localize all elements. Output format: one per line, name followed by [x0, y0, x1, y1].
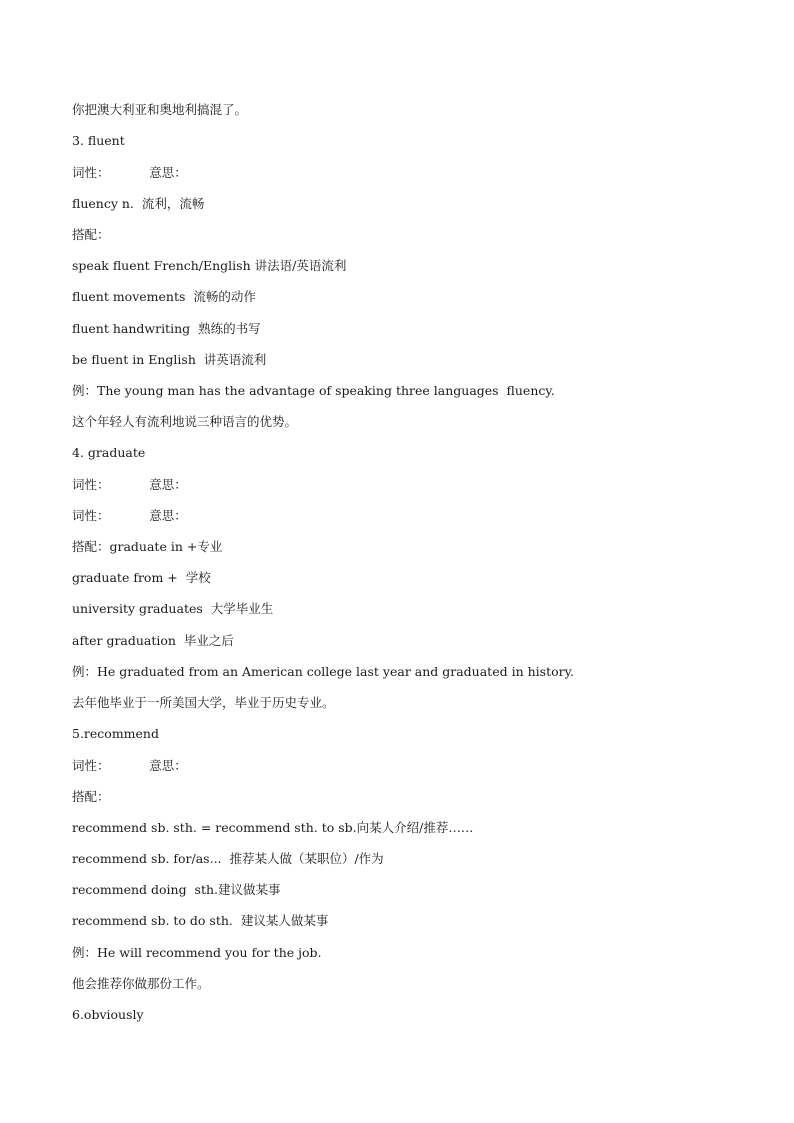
text-line: 搭配：	[72, 789, 110, 804]
text-line: fluency n. 流利，流畅	[72, 196, 205, 211]
example-line: 例：He graduated from an American college last year and graduated in history.	[72, 664, 574, 679]
text-line: 他会推荐你做那份工作。	[72, 976, 210, 991]
section-heading: 5.recommend	[72, 726, 159, 741]
text-line: recommend doing sth.建议做某事	[72, 882, 281, 897]
example-line: 例：He will recommend you for the job.	[72, 945, 322, 960]
text-line: graduate from + 学校	[72, 570, 211, 585]
text-line: 你把澳大利亚和奥地利搞混了。	[72, 102, 248, 117]
section-heading: 3. fluent	[72, 133, 125, 148]
text-line: recommend sb. sth. = recommend sth. to sb.向某人介绍/推荐……	[72, 820, 474, 835]
text-line: be fluent in English 讲英语流利	[72, 352, 267, 367]
text-line: after graduation 毕业之后	[72, 633, 234, 648]
text-line: 词性： 意思：	[72, 508, 187, 523]
section-heading: 6.obviously	[72, 1007, 144, 1022]
text-line: 这个年轻人有流利地说三种语言的优势。	[72, 414, 298, 429]
text-line: 搭配：graduate in +专业	[72, 539, 223, 554]
text-line: fluent movements 流畅的动作	[72, 289, 256, 304]
section-heading: 4. graduate	[72, 445, 146, 460]
text-line: 搭配：	[72, 227, 110, 242]
example-line: 例：The young man has the advantage of speaking three languages fluency.	[72, 383, 555, 398]
text-line: 去年他毕业于一所美国大学，毕业于历史专业。	[72, 695, 335, 710]
text-line: recommend sb. for/as... 推荐某人做（某职位）/作为	[72, 851, 384, 866]
text-line: university graduates 大学毕业生	[72, 601, 274, 616]
text-line: 词性： 意思：	[72, 477, 187, 492]
text-line: 词性： 意思：	[72, 165, 187, 180]
text-line: recommend sb. to do sth. 建议某人做某事	[72, 913, 329, 928]
text-line: speak fluent French/English 讲法语/英语流利	[72, 258, 347, 273]
text-line: 词性： 意思：	[72, 758, 187, 773]
text-line: fluent handwriting 熟练的书写	[72, 321, 261, 336]
